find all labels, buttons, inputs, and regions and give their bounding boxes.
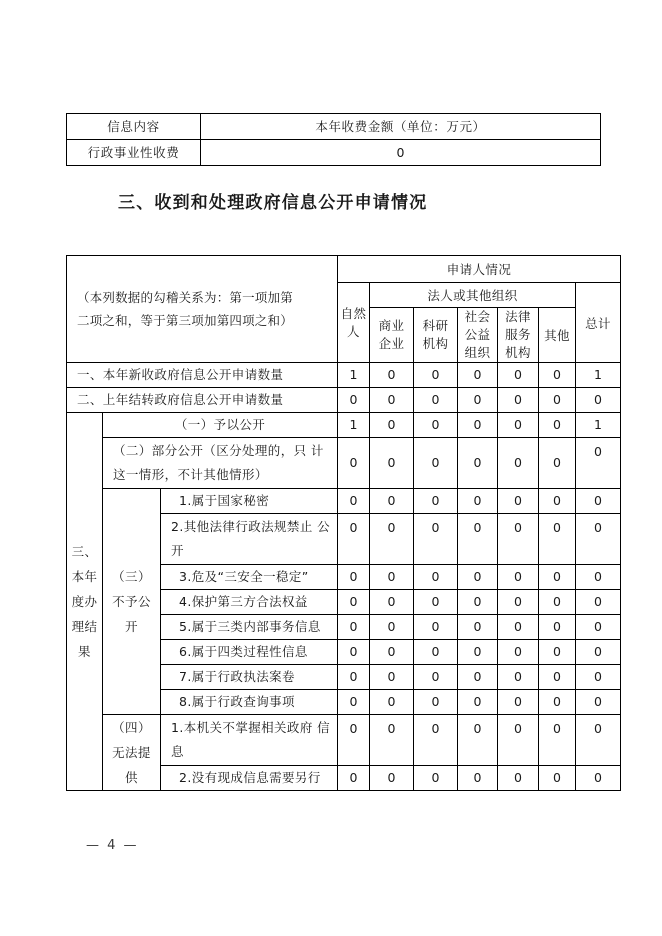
cell-value: 0 <box>370 766 414 791</box>
header-public-welfare-line3: 组织 <box>464 345 491 360</box>
cell-value-total: 0 <box>576 615 621 640</box>
cell-value-total: 1 <box>576 413 621 438</box>
subgroup-label-line3: 开 <box>125 619 138 634</box>
cell-value: 0 <box>539 438 576 489</box>
table-row <box>67 388 621 413</box>
page-number: — 4 — <box>86 838 139 853</box>
header-natural-person-line2: 人 <box>347 323 360 339</box>
fee-table <box>66 113 601 166</box>
cell-value: 0 <box>498 715 539 766</box>
cell-value-total: 0 <box>576 690 621 715</box>
row-label-other-law-prohibits-line2: 公开 <box>171 519 331 558</box>
cell-value: 0 <box>338 388 370 413</box>
row-label-process-information: 6.属于四类过程性信息 <box>161 640 338 665</box>
header-business-enterprise <box>370 308 414 363</box>
fee-header-amount: 本年收费金额（单位：万元） <box>201 114 601 140</box>
cell-value: 0 <box>414 640 458 665</box>
subgroup-label-unable-to-provide <box>103 715 161 791</box>
cell-value: 0 <box>498 388 539 413</box>
fee-row-value: 0 <box>201 140 601 166</box>
fee-row-label: 行政事业性收费 <box>67 140 201 166</box>
header-natural-person-line1: 自然 <box>340 305 367 321</box>
cell-value: 0 <box>338 565 370 590</box>
row-label-disclosed: （一）予以公开 <box>103 413 338 438</box>
cell-value: 0 <box>539 766 576 791</box>
cell-value: 0 <box>539 388 576 413</box>
group-label-line3: 度办 <box>71 594 98 609</box>
table-row <box>67 140 601 166</box>
cell-value: 0 <box>370 388 414 413</box>
header-legal-service-line3: 机构 <box>505 345 531 360</box>
header-legal-service-line2: 服务 <box>505 327 531 342</box>
header-legal-service-line1: 法律 <box>505 309 531 324</box>
cell-value: 0 <box>414 590 458 615</box>
subgroup4-label-line3: 供 <box>125 770 138 785</box>
cell-value: 0 <box>458 766 498 791</box>
cell-value: 0 <box>498 766 539 791</box>
cell-value: 0 <box>338 665 370 690</box>
cell-value: 0 <box>370 363 414 388</box>
cell-value: 0 <box>498 565 539 590</box>
header-legal-service-org <box>498 308 539 363</box>
cell-value: 0 <box>414 715 458 766</box>
row-label-agency-does-not-hold <box>161 715 338 766</box>
row-label-other-law-prohibits-line1: 2.其他法律行政法规禁止 <box>171 519 313 534</box>
header-total: 总计 <box>576 283 621 363</box>
cell-value: 0 <box>458 363 498 388</box>
cell-value: 0 <box>539 615 576 640</box>
cell-value: 0 <box>370 489 414 514</box>
cell-value: 0 <box>370 615 414 640</box>
cell-value: 0 <box>414 690 458 715</box>
header-research-line2: 机构 <box>422 336 449 351</box>
cell-value-total: 0 <box>576 590 621 615</box>
cell-value: 0 <box>498 640 539 665</box>
cell-value: 0 <box>498 514 539 565</box>
cell-value: 0 <box>458 438 498 489</box>
cell-value: 0 <box>338 514 370 565</box>
cell-value: 0 <box>338 489 370 514</box>
cell-value: 0 <box>370 640 414 665</box>
table-row <box>67 489 621 514</box>
row-label-endanger-safety: 3.危及“三安全一稳定” <box>161 565 338 590</box>
cell-value: 0 <box>338 766 370 791</box>
header-natural-person <box>338 283 370 363</box>
header-public-welfare-org <box>458 308 498 363</box>
table-row <box>67 363 621 388</box>
row-label-partially-disclosed <box>103 438 338 489</box>
cell-value: 0 <box>498 590 539 615</box>
cell-value: 0 <box>338 615 370 640</box>
checksum-note <box>67 256 338 363</box>
cell-value: 0 <box>458 615 498 640</box>
cell-value: 0 <box>414 388 458 413</box>
row-label-protect-third-party: 4.保护第三方合法权益 <box>161 590 338 615</box>
header-public-welfare-line2: 公益 <box>464 327 491 342</box>
cell-value: 0 <box>414 766 458 791</box>
header-research-institution <box>414 308 458 363</box>
header-business-line2: 企业 <box>378 336 405 351</box>
cell-value: 0 <box>539 413 576 438</box>
cell-value-total: 0 <box>576 514 621 565</box>
cell-value: 0 <box>370 665 414 690</box>
header-business-line1: 商业 <box>378 318 405 333</box>
row-label-other-law-prohibits <box>161 514 338 565</box>
group-label-annual-processing-results <box>67 413 103 791</box>
header-applicant-group: 申请人情况 <box>338 256 621 283</box>
cell-value: 0 <box>458 640 498 665</box>
cell-value: 0 <box>539 690 576 715</box>
row-label-no-existing-info: 2.没有现成信息需要另行 <box>161 766 338 791</box>
checksum-note-line2: 二项之和，等于第三项加第四项之和） <box>77 313 293 328</box>
row-label-state-secret: 1.属于国家秘密 <box>161 489 338 514</box>
cell-value: 0 <box>338 438 370 489</box>
row-label-partially-disclosed-line2: 计这一情形，不计其他情形） <box>113 443 324 482</box>
cell-value: 0 <box>458 514 498 565</box>
cell-value: 0 <box>338 590 370 615</box>
cell-value: 0 <box>414 413 458 438</box>
cell-value: 0 <box>539 665 576 690</box>
cell-value: 1 <box>338 363 370 388</box>
group-label-line2: 本年 <box>71 569 98 584</box>
fee-header-content: 信息内容 <box>67 114 201 140</box>
cell-value: 0 <box>414 363 458 388</box>
cell-value: 0 <box>498 489 539 514</box>
row-label-admin-inquiry: 8.属于行政查询事项 <box>161 690 338 715</box>
cell-value-total: 0 <box>576 715 621 766</box>
subgroup4-label-line1: （四） <box>112 720 151 735</box>
header-other: 其他 <box>539 308 576 363</box>
row-label-carried-over: 二、上年结转政府信息公开申请数量 <box>67 388 338 413</box>
cell-value: 0 <box>458 665 498 690</box>
cell-value-total: 0 <box>576 489 621 514</box>
group-label-line1: 三、 <box>71 544 98 559</box>
cell-value-total: 0 <box>576 388 621 413</box>
cell-value: 1 <box>338 413 370 438</box>
row-label-agency-does-not-hold-line1: 1.本机关不掌握相关政府 <box>171 720 313 735</box>
cell-value: 0 <box>414 565 458 590</box>
cell-value: 0 <box>338 640 370 665</box>
subgroup-label-line1: （三） <box>112 569 151 584</box>
header-public-welfare-line1: 社会 <box>464 309 491 324</box>
cell-value: 0 <box>458 565 498 590</box>
subgroup-label-line2: 不予公 <box>112 594 151 609</box>
page-title: 三、收到和处理政府信息公开申请情况 <box>118 193 428 213</box>
cell-value: 0 <box>539 590 576 615</box>
row-label-internal-affairs: 5.属于三类内部事务信息 <box>161 615 338 640</box>
subgroup4-label-line2: 无法提 <box>112 745 151 760</box>
cell-value: 0 <box>498 438 539 489</box>
cell-value-total: 1 <box>576 363 621 388</box>
table-header-row <box>67 256 621 283</box>
cell-value: 0 <box>370 413 414 438</box>
cell-value: 0 <box>498 615 539 640</box>
cell-value: 0 <box>498 363 539 388</box>
cell-value: 0 <box>370 690 414 715</box>
table-row <box>67 413 621 438</box>
table-row <box>67 438 621 489</box>
cell-value: 0 <box>458 590 498 615</box>
cell-value: 0 <box>370 565 414 590</box>
cell-value: 0 <box>498 413 539 438</box>
cell-value-total: 0 <box>576 565 621 590</box>
applications-table <box>66 255 621 791</box>
cell-value: 0 <box>338 715 370 766</box>
cell-value: 0 <box>539 489 576 514</box>
row-label-agency-does-not-hold-line2: 信息 <box>171 720 331 759</box>
cell-value: 0 <box>498 690 539 715</box>
cell-value: 0 <box>458 690 498 715</box>
cell-value: 0 <box>458 489 498 514</box>
group-label-line4: 理结 <box>71 619 98 634</box>
row-label-partially-disclosed-line1: （二）部分公开（区分处理的，只 <box>113 443 307 458</box>
row-label-enforcement-files: 7.属于行政执法案卷 <box>161 665 338 690</box>
cell-value: 0 <box>458 413 498 438</box>
cell-value: 0 <box>338 690 370 715</box>
cell-value: 0 <box>458 715 498 766</box>
group-label-line5: 果 <box>78 644 91 659</box>
cell-value: 0 <box>370 438 414 489</box>
cell-value: 0 <box>370 514 414 565</box>
table-row <box>67 715 621 766</box>
cell-value: 0 <box>414 489 458 514</box>
header-research-line1: 科研 <box>422 318 449 333</box>
cell-value: 0 <box>370 715 414 766</box>
subgroup-label-not-disclosed <box>103 489 161 715</box>
cell-value: 0 <box>539 640 576 665</box>
row-label-new-received: 一、本年新收政府信息公开申请数量 <box>67 363 338 388</box>
table-row <box>67 114 601 140</box>
cell-value-total: 0 <box>576 766 621 791</box>
cell-value: 0 <box>498 665 539 690</box>
cell-value: 0 <box>414 615 458 640</box>
cell-value-total: 0 <box>576 438 621 489</box>
cell-value: 0 <box>414 438 458 489</box>
checksum-note-line1: （本列数据的勾稽关系为：第一项加第 <box>77 290 293 305</box>
cell-value: 0 <box>539 514 576 565</box>
header-legal-entity-group: 法人或其他组织 <box>370 283 576 308</box>
cell-value: 0 <box>539 715 576 766</box>
cell-value-total: 0 <box>576 640 621 665</box>
cell-value: 0 <box>370 590 414 615</box>
cell-value-total: 0 <box>576 665 621 690</box>
cell-value: 0 <box>539 363 576 388</box>
cell-value: 0 <box>458 388 498 413</box>
cell-value: 0 <box>414 665 458 690</box>
cell-value: 0 <box>414 514 458 565</box>
cell-value: 0 <box>539 565 576 590</box>
